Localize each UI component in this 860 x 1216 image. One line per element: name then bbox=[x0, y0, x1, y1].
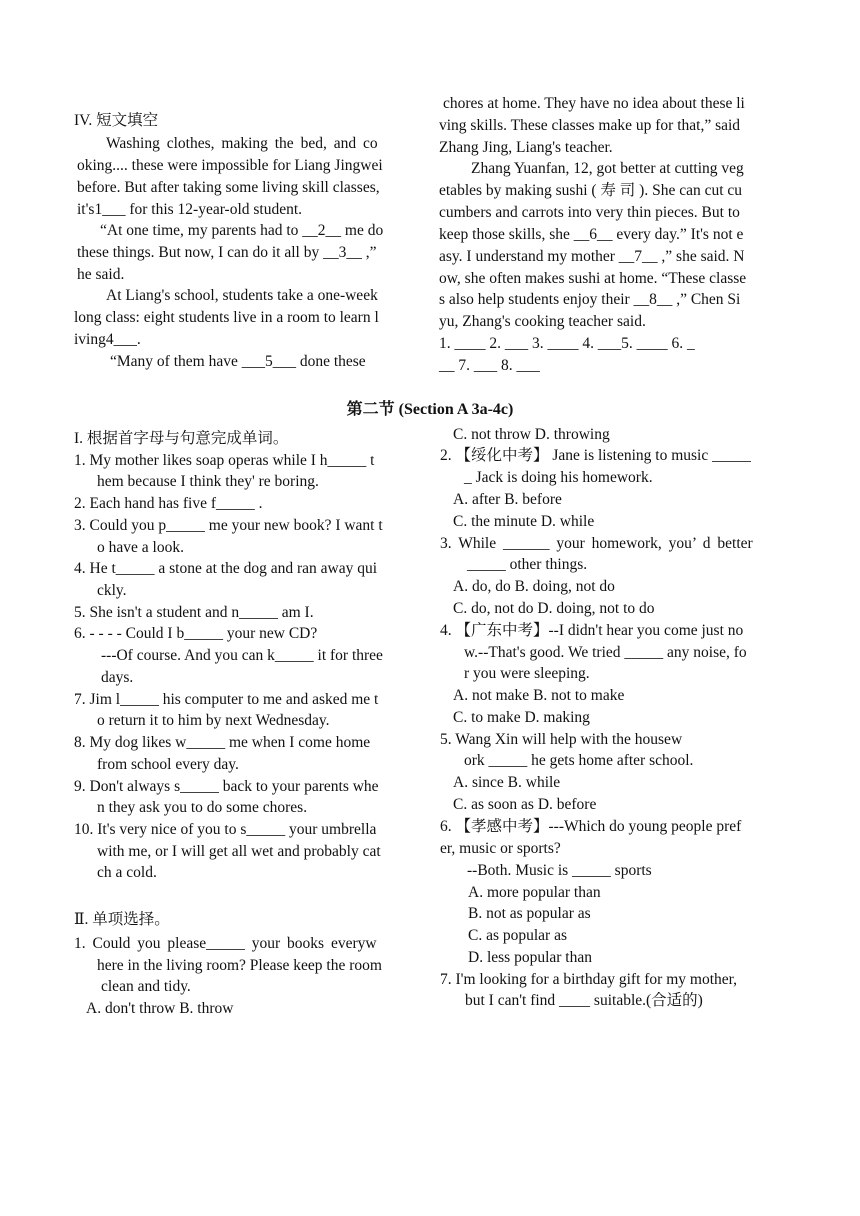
exercise-title-i: I. 根据首字母与句意完成单词。 bbox=[74, 430, 289, 447]
passage-line: etables by making sushi ( 寿 司 ). She can cut cu bbox=[439, 182, 743, 199]
exercise-line: 6. - - - - Could I b_____ your new CD? bbox=[74, 625, 318, 642]
passage-line: asy. I understand my mother __7__ ,” she said. N bbox=[439, 248, 745, 265]
exercise-line: 5. Wang Xin will help with the housew bbox=[440, 731, 683, 748]
exercise-line: 6. 【孝感中考】---Which do young people pref bbox=[440, 818, 742, 835]
passage-line: yu, Zhang's cooking teacher said. bbox=[439, 313, 646, 330]
passage-line: long class: eight students live in a room to learn l bbox=[74, 309, 379, 326]
exercise-line: clean and tidy. bbox=[101, 978, 191, 995]
exercise-option-line: B. not as popular as bbox=[468, 905, 591, 922]
passage-line: these things. But now, I can do it all by __3__ ,” bbox=[77, 244, 377, 261]
exercise-option-line: D. less popular than bbox=[468, 949, 592, 966]
exercise-line: with me, or I will get all wet and probably cat bbox=[97, 843, 381, 860]
exercise-line: --Both. Music is _____ sports bbox=[467, 862, 652, 879]
exercise-line: 10. It's very nice of you to s_____ your umbrella bbox=[74, 821, 377, 838]
exercise-option-line: C. the minute D. while bbox=[453, 513, 595, 530]
passage-line: before. But after taking some living skill classes, bbox=[77, 179, 380, 196]
exercise-line: 1. My mother likes soap operas while I h_____ t bbox=[74, 452, 375, 469]
passage-line: keep those skills, she __6__ every day.” It's not e bbox=[439, 226, 744, 243]
exercise-line: ---Of course. And you can k_____ it for three bbox=[101, 647, 383, 664]
exercise-option-line: A. do, do B. doing, not do bbox=[453, 578, 615, 595]
exercise-line: 5. She isn't a student and n_____ am I. bbox=[74, 604, 314, 621]
exercise-line: o return it to him by next Wednesday. bbox=[97, 712, 330, 729]
exercise-line: n they ask you to do some chores. bbox=[97, 799, 308, 816]
exercise-line: 7. I'm looking for a birthday gift for my mother, bbox=[440, 971, 738, 988]
answer-blanks-line: 1. ____ 2. ___ 3. ____ 4. ___5. ____ 6. _ bbox=[439, 335, 695, 352]
passage-line: At Liang's school, students take a one-week bbox=[106, 287, 378, 304]
exercise-line: er, music or sports? bbox=[440, 840, 561, 857]
section-title-iv: IV. 短文填空 bbox=[74, 112, 159, 129]
passage-line: Zhang Jing, Liang's teacher. bbox=[439, 139, 613, 156]
passage-line: ow, she often makes sushi at home. “These classe bbox=[439, 270, 747, 287]
exercise-line: 7. Jim l_____ his computer to me and asked me t bbox=[74, 691, 379, 708]
section-heading: 第二节 (Section A 3a-4c) bbox=[346, 401, 514, 418]
exercise-option-line: A. don't throw B. throw bbox=[86, 1000, 234, 1017]
exercise-line: r you were sleeping. bbox=[464, 665, 590, 682]
exercise-title-ii: Ⅱ. 单项选择。 bbox=[74, 911, 170, 928]
exercise-line: _____ other things. bbox=[467, 556, 588, 573]
exercise-line: _ Jack is doing his homework. bbox=[464, 469, 653, 486]
exercise-option-line: A. since B. while bbox=[453, 774, 561, 791]
exercise-line: 3. While ______ your homework, you’ d better bbox=[440, 535, 753, 552]
exercise-line: ork _____ he gets home after school. bbox=[464, 752, 694, 769]
exercise-line: ckly. bbox=[97, 582, 127, 599]
exercise-line: ch a cold. bbox=[97, 864, 157, 881]
passage-line: oking.... these were impossible for Liang Jingwei bbox=[77, 157, 383, 174]
exercise-option-line: C. as soon as D. before bbox=[453, 796, 597, 813]
exercise-option-line: C. do, not do D. doing, not to do bbox=[453, 600, 655, 617]
exercise-option-line: C. as popular as bbox=[468, 927, 568, 944]
passage-line: “Many of them have ___5___ done these bbox=[110, 353, 366, 370]
exercise-option-line: C. to make D. making bbox=[453, 709, 590, 726]
passage-line: ving skills. These classes make up for that,” said bbox=[439, 117, 741, 134]
passage-line: it's1___ for this 12-year-old student. bbox=[77, 201, 303, 218]
exercise-line: 4. He t_____ a stone at the dog and ran away qui bbox=[74, 560, 378, 577]
exercise-option-line: A. after B. before bbox=[453, 491, 562, 508]
exercise-line: 2. 【绥化中考】 Jane is listening to music _____ bbox=[440, 447, 751, 464]
exercise-line: 9. Don't always s_____ back to your parents whe bbox=[74, 778, 379, 795]
exercise-line: w.--That's good. We tried _____ any noise, fo bbox=[464, 644, 747, 661]
exercise-line: from school every day. bbox=[97, 756, 239, 773]
passage-line: “At one time, my parents had to __2__ me do bbox=[100, 222, 384, 239]
exercise-line: 4. 【广东中考】--I didn't hear you come just no bbox=[440, 622, 744, 639]
passage-line: cumbers and carrots into very thin pieces. But to bbox=[439, 204, 740, 221]
passage-line: Washing clothes, making the bed, and co bbox=[106, 135, 378, 152]
passage-line: Zhang Yuanfan, 12, got better at cutting veg bbox=[471, 160, 744, 177]
answer-blanks-line: __ 7. ___ 8. ___ bbox=[439, 357, 540, 374]
passage-line: iving4___. bbox=[74, 331, 141, 348]
passage-line: s also help students enjoy their __8__ ,” Chen Si bbox=[439, 291, 741, 308]
exercise-line: 2. Each hand has five f_____ . bbox=[74, 495, 263, 512]
exercise-line: days. bbox=[101, 669, 134, 686]
exercise-line: 8. My dog likes w_____ me when I come home bbox=[74, 734, 371, 751]
exercise-line: but I can't find ____ suitable.(合适的) bbox=[465, 992, 703, 1009]
exercise-line: here in the living room? Please keep the room bbox=[97, 957, 382, 974]
exercise-option-line: C. not throw D. throwing bbox=[453, 426, 610, 443]
exercise-line: 1. Could you please_____ your books everyw bbox=[74, 935, 377, 952]
passage-line: he said. bbox=[77, 266, 125, 283]
exercise-option-line: A. not make B. not to make bbox=[453, 687, 625, 704]
passage-line: chores at home. They have no idea about these li bbox=[443, 95, 745, 112]
exercise-line: 3. Could you p_____ me your new book? I want t bbox=[74, 517, 383, 534]
exercise-option-line: A. more popular than bbox=[468, 884, 601, 901]
exercise-line: hem because I think they' re boring. bbox=[97, 473, 319, 490]
exercise-line: o have a look. bbox=[97, 539, 184, 556]
